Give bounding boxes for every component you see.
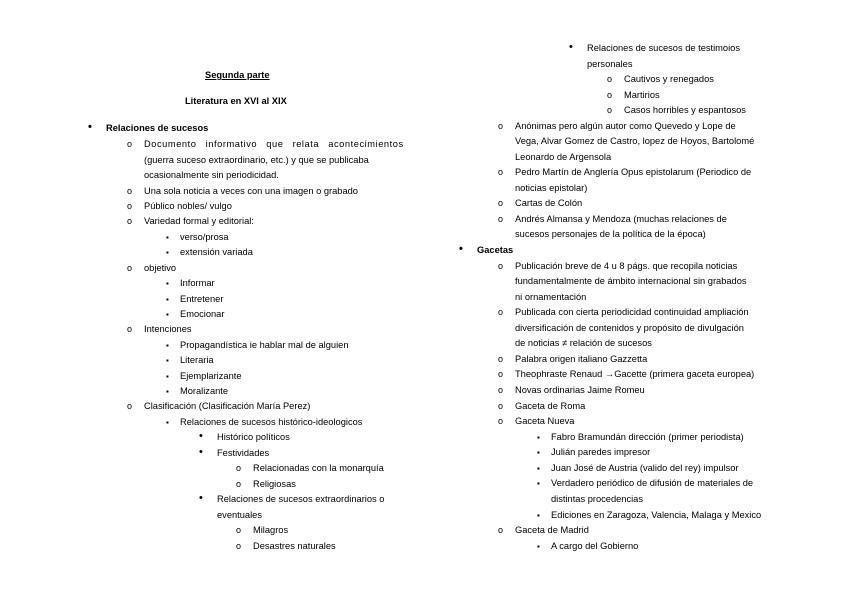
page-title: Literatura en XVI al XIX	[185, 96, 287, 106]
list-item-entretener: ▪ Entretener	[180, 294, 223, 305]
list-item-publicada-line-1: o Publicada con cierta periodicidad continuidad ampliación	[515, 307, 749, 318]
list-item-gaceta-nueva: o Gaceta Nueva	[515, 416, 574, 427]
documento-line-2: (guerra suceso extraordinario, etc.) y que se publicaba	[144, 155, 369, 165]
list-item-gaceta-roma: o Gaceta de Roma	[515, 401, 585, 412]
list-item-andres-line-1: o Andrés Almansa y Mendoza (muchas relaciones de	[515, 214, 727, 225]
list-item-cautivos: o Cautivos y renegados	[624, 74, 714, 85]
rel-testimonios-line-2: personales	[587, 59, 633, 69]
andres-line-2: sucesos personajes de la política de la época)	[515, 229, 706, 239]
list-item-propagandistica: ▪ Propagandística ie hablar mal de alguien	[180, 340, 349, 351]
list-item-anonimas-line-1: o Anónimas pero algún autor como Quevedo y Lope de	[515, 121, 736, 132]
list-item-informar: ▪ Informar	[180, 278, 215, 289]
list-item-casos: o Casos horribles y espantosos	[624, 105, 746, 116]
list-item-publicacion-line-1: o Publicación breve de 4 u 8 págs. que recopila noticias	[515, 261, 737, 272]
list-item-festividades: • Festividades	[217, 448, 269, 459]
anonimas-line-3: Leonardo de Argensola	[515, 152, 612, 162]
list-item-theophraste: o Theophraste Renaud →Gacette (primera gaceta europea)	[515, 369, 754, 380]
list-item-gacetas: • Gacetas	[477, 245, 513, 256]
list-item-historico-politicos: • Histórico políticos	[217, 432, 290, 443]
list-item-extension: ▪ extensión variada	[180, 247, 253, 258]
list-item-verso: ▪ verso/prosa	[180, 232, 229, 243]
list-item-ediciones: ▪ Ediciones en Zaragoza, Valencia, Malaga y Mexico	[551, 510, 761, 521]
publicacion-line-2: fundamentalmente de ámbito internacional sin grabados	[515, 276, 747, 286]
list-item-rel-testimonios-line-1: • Relaciones de sucesos de testimoios	[587, 43, 740, 54]
list-item-religiosas: o Religiosas	[253, 479, 296, 490]
list-item-milagros: o Milagros	[253, 525, 288, 536]
list-item-documento	[144, 139, 406, 150]
list-item-juan: ▪ Juan José de Austria (valido del rey) impulsor	[551, 463, 739, 474]
publicacion-line-3: ni ornamentación	[515, 292, 587, 302]
verdadero-line-2: distintas procedencias	[551, 494, 643, 504]
list-item-objetivo: o objetivo	[144, 263, 176, 274]
list-item-desastres: o Desastres naturales	[253, 541, 336, 552]
list-item-pedro-line-1: o Pedro Martín de Anglería Opus epistolarum (Periodico de	[515, 167, 751, 178]
list-item-relaciones: • Relaciones de sucesos	[106, 123, 208, 134]
rel-extra-line-2: eventuales	[217, 510, 262, 520]
part-heading: Segunda parte	[205, 70, 270, 80]
list-item-intenciones: o Intenciones	[144, 324, 192, 335]
list-item-variedad: o Variedad formal y editorial:	[144, 216, 254, 227]
documento-line-1: Documento informativo que relata acontecimientos	[144, 139, 404, 149]
list-item-moralizante: ▪ Moralizante	[180, 386, 228, 397]
list-item-martirios: o Martirios	[624, 90, 660, 101]
list-item-relacionadas: o Relacionadas con la monarquía	[253, 463, 384, 474]
list-item-emocionar: ▪ Emocionar	[180, 309, 224, 320]
list-item-rel-historico: ▪ Relaciones de sucesos histórico-ideologicos	[180, 417, 362, 428]
documento-line-3: ocasionalmente sin periodicidad.	[144, 170, 279, 180]
anonimas-line-2: Vega, Alvar Gomez de Castro, lopez de Hoyos, Bartolomé	[515, 136, 755, 146]
list-item-palabra: o Palabra origen italiano Gazzetta	[515, 354, 647, 365]
pedro-line-2: noticias epistolar)	[515, 183, 588, 193]
list-item-julian: ▪ Julián paredes impresor	[551, 447, 650, 458]
list-item-fabro: ▪ Fabro Bramundán dirección (primer periodista)	[551, 432, 744, 443]
list-item-cartas: o Cartas de Colón	[515, 198, 582, 209]
list-item-clasificacion: o Clasificación (Clasificación María Perez)	[144, 401, 310, 412]
list-item-novas: o Novas ordinarias Jaime Romeu	[515, 385, 645, 396]
publicada-line-3: de noticias ≠ relación de sucesos	[515, 338, 652, 348]
list-item-rel-extra-line-1: • Relaciones de sucesos extraordinarios o	[217, 494, 384, 505]
list-item-gaceta-madrid: o Gaceta de Madrid	[515, 525, 589, 536]
list-item-a-cargo: ▪ A cargo del Gobierno	[551, 541, 638, 552]
list-item-literaria: ▪ Literaria	[180, 355, 214, 366]
list-item-ejemplarizante: ▪ Ejemplarizante	[180, 371, 242, 382]
list-item-una-noticia: o Una sola noticia a veces con una imagen o grabado	[144, 186, 358, 197]
list-item-publico: o Público nobles/ vulgo	[144, 201, 232, 212]
publicada-line-2: diversificación de contenidos y propósito de divulgación	[515, 323, 744, 333]
list-item-verdadero-line-1: ▪ Verdadero periódico de difusión de materiales de	[551, 478, 753, 489]
